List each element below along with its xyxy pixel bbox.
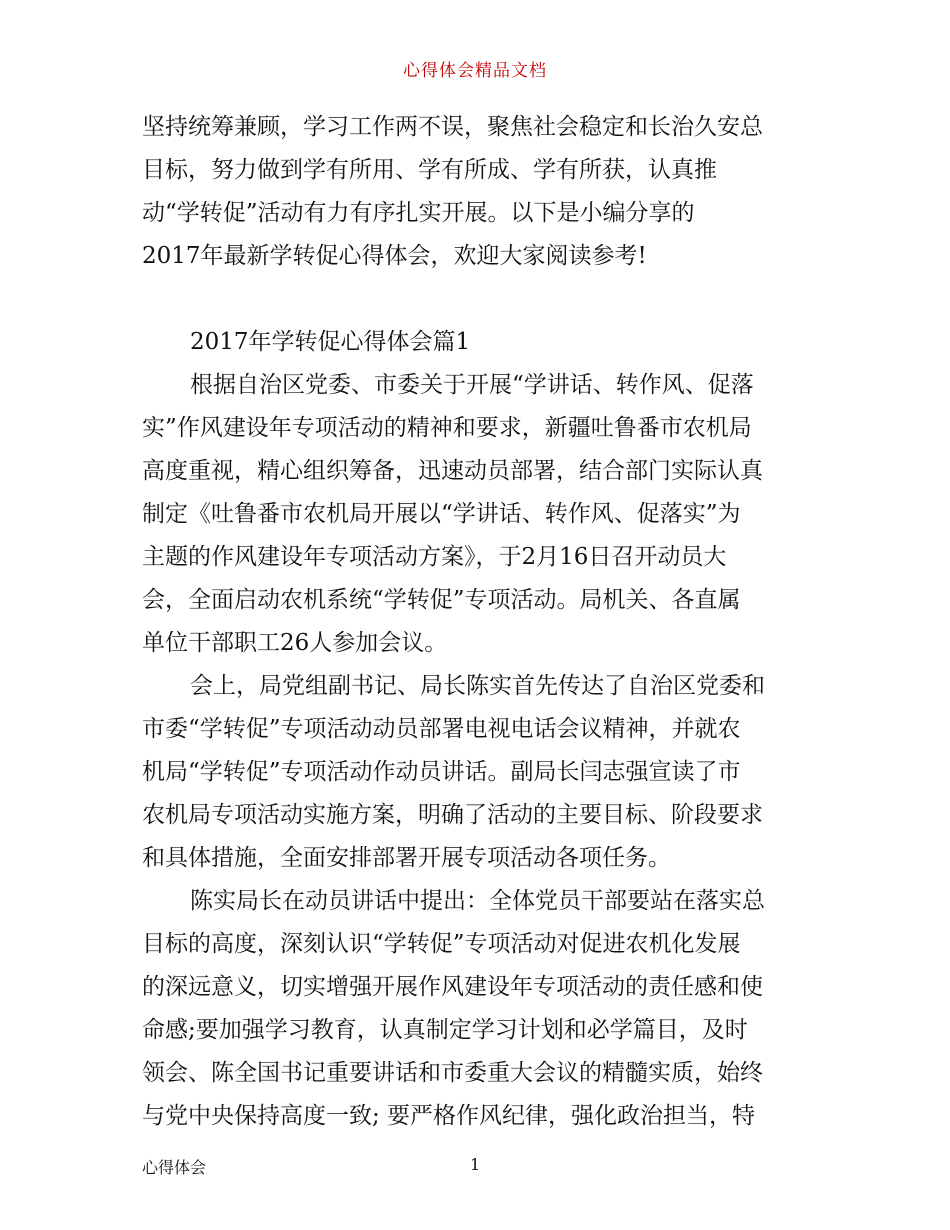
paragraph2-line: 农机局专项活动实施方案，明确了活动的主要目标、阶段要求 (142, 802, 763, 828)
blank-line (142, 278, 810, 321)
intro-line: 坚持统筹兼顾，学习工作两不误，聚焦社会稳定和长治久安总 (142, 114, 763, 140)
paragraph3-line: 目标的高度，深刻认识“学转促”专项活动对促进农机化发展 (142, 931, 741, 957)
section-title: 2017年学转促心得体会篇1 (190, 329, 471, 355)
page-header-title: 心得体会精品文档 (403, 61, 547, 81)
paragraph2-line: 机局“学转促”专项活动作动员讲话。副局长闫志强宣读了市 (142, 759, 741, 785)
intro-line: 动“学转促”活动有力有序扎实开展。以下是小编分享的 (142, 200, 695, 226)
paragraph2-line: 和具体措施，全面安排部署开展专项活动各项任务。 (142, 845, 671, 871)
intro-line: 目标，努力做到学有所用、学有所成、学有所获，认真推 (142, 157, 717, 183)
paragraph1-line: 实”作风建设年专项活动的精神和要求，新疆吐鲁番市农机局 (142, 415, 752, 441)
paragraph1-line: 制定《吐鲁番市农机局开展以“学讲话、转作风、促落实”为 (142, 501, 741, 527)
page-number: 1 (470, 1155, 481, 1174)
document-body (142, 106, 810, 1138)
paragraph2-line: 市委“学转促”专项活动动员部署电视电话会议精神，并就农 (142, 716, 741, 742)
paragraph1-line: 根据自治区党委、市委关于开展“学讲话、转作风、促落 (190, 372, 754, 398)
paragraph1-line: 单位干部职工26人参加会议。 (142, 630, 448, 656)
paragraph2-line: 会上，局党组副书记、局长陈实首先传达了自治区党委和 (190, 673, 765, 699)
paragraph3-line: 领会、陈全国书记重要讲话和市委重大会议的精髓实质，始终 (142, 1060, 763, 1086)
paragraph3-line: 陈实局长在动员讲话中提出：全体党员干部要站在落实总 (190, 888, 765, 914)
intro-line: 2017年最新学转促心得体会，欢迎大家阅读参考! (142, 243, 647, 269)
paragraph1-line: 主题的作风建设年专项活动方案》，于2月16日召开动员大 (142, 544, 727, 570)
paragraph1-line: 会，全面启动农机系统“学转促”专项活动。局机关、各直属 (142, 587, 741, 613)
paragraph3-line: 命感;要加强学习教育，认真制定学习计划和必学篇目，及时 (142, 1017, 748, 1043)
paragraph3-line: 的深远意义，切实增强开展作风建设年专项活动的责任感和使 (142, 974, 763, 1000)
footer-label: 心得体会 (142, 1158, 207, 1177)
paragraph1-line: 高度重视，精心组织筹备，迅速动员部署，结合部门实际认真 (142, 458, 763, 484)
paragraph3-line: 与党中央保持高度一致; 要严格作风纪律，强化政治担当，特 (142, 1103, 756, 1129)
